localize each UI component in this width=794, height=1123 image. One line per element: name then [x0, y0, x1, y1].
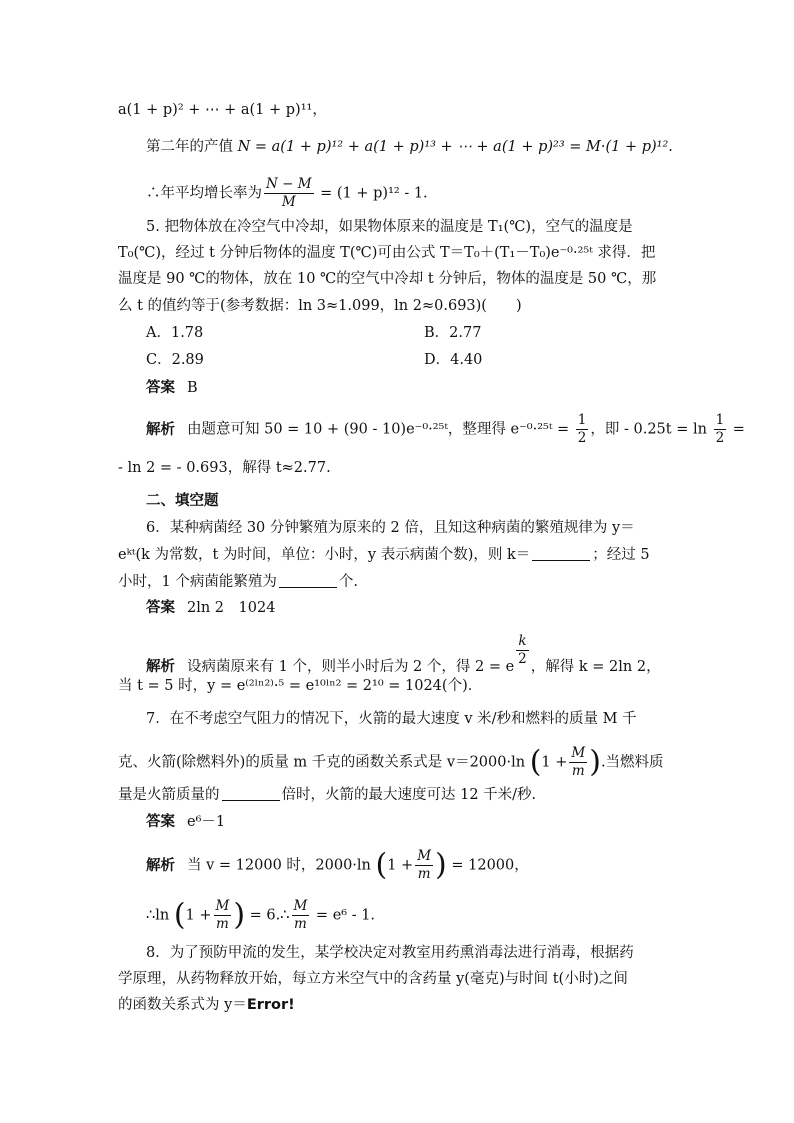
fraction-denominator: 2 — [577, 430, 587, 446]
answer-value: 2ln 2 1024 — [187, 600, 276, 616]
fraction-exponent — [516, 633, 529, 668]
answer-label: 答案 — [146, 600, 175, 616]
question-8-line — [118, 995, 295, 1015]
analysis-line — [118, 458, 331, 478]
answer-line — [146, 598, 275, 618]
question-7-line — [146, 709, 637, 729]
fill-blank — [532, 546, 590, 561]
fraction-denominator: m — [294, 916, 307, 932]
text-span: = 12000， — [446, 857, 529, 874]
option-b: B．2.77 — [424, 325, 482, 341]
option-c: C．2.89 — [146, 352, 204, 368]
text-span: 个. — [338, 574, 358, 590]
fraction-numerator: k — [516, 633, 529, 651]
left-paren: ( — [529, 744, 542, 780]
question-7-line — [118, 785, 536, 805]
section-heading — [146, 491, 219, 511]
fill-blank — [279, 573, 337, 588]
answer-label: 答案 — [146, 814, 175, 830]
fraction-numerator: 1 — [715, 412, 725, 428]
answer-label: 答案 — [146, 380, 175, 396]
left-paren: ( — [375, 847, 388, 883]
answer-line — [146, 812, 225, 832]
fraction — [576, 412, 589, 447]
fraction-numerator: M — [417, 848, 432, 864]
fill-blank — [222, 786, 280, 801]
fraction — [569, 745, 587, 780]
left-paren: ( — [173, 897, 186, 933]
option-a: A．1.78 — [146, 325, 204, 341]
text-line — [146, 137, 673, 157]
text-span: 克、火箭(除燃料外)的质量 m 千克的函数关系式是 v＝2000·ln — [118, 754, 530, 771]
formula-text: a(1 + p)² + ⋯ + a(1 + p)¹¹， — [118, 102, 327, 118]
analysis-label: 解析 — [146, 421, 175, 438]
text-span: 1 + — [387, 857, 414, 874]
fraction-numerator: M — [293, 898, 308, 914]
answer-value: e⁶－1 — [187, 814, 226, 830]
text-span: - ln 2 = - 0.693，解得 t≈2.77. — [118, 460, 331, 476]
text-span: 5. 把物体放在冷空气中冷却，如果物体原来的温度是 T₁(℃)，空气的温度是 — [146, 219, 633, 235]
text-span: 1 + — [541, 754, 568, 771]
text-span: 量是火箭质量的 — [118, 787, 220, 803]
text-span: 由题意可知 50 = 10 + (90 - 10)e⁻⁰·²⁵ᵗ，整理得 e⁻⁰·²⁵ᵗ = — [187, 421, 574, 438]
text-span: T₀(℃)，经过 t 分钟后物体的温度 T(℃)可由公式 T＝T₀＋(T₁－T₀)e⁻⁰·²⁵ᵗ 求得．把 — [118, 245, 656, 261]
answer-value: B — [187, 380, 198, 396]
fraction — [415, 848, 433, 883]
fraction-denominator: M — [281, 194, 296, 210]
text-span: .当燃料质 — [600, 754, 664, 771]
text-span: 当 v = 12000 时，2000·ln — [187, 857, 376, 874]
right-paren: ) — [589, 744, 601, 780]
fraction — [214, 898, 232, 933]
text-span: ，解得 k = 2ln 2， — [530, 659, 661, 675]
question-8-line — [146, 943, 634, 963]
text-span: 的函数关系式为 y＝ — [118, 997, 247, 1013]
fraction — [714, 412, 727, 447]
text-line — [146, 176, 428, 211]
text-span: ；经过 5 — [592, 547, 650, 563]
analysis-label: 解析 — [146, 659, 175, 675]
analysis-line — [146, 848, 529, 883]
fraction — [292, 898, 310, 933]
option-d: D．4.40 — [424, 352, 483, 368]
right-paren: ) — [435, 847, 447, 883]
text-span: 温度是 90 ℃的物体，放在 10 ℃的空气中冷却 t 分钟后，物体的温度是 50 ℃，那 — [118, 271, 657, 287]
fraction-denominator: m — [216, 916, 229, 932]
section-title: 二、填空题 — [146, 493, 219, 509]
analysis-line — [118, 676, 482, 696]
text-span: 当 t = 5 时，y = e⁽²ˡⁿ²⁾·⁵ = e¹⁰ˡⁿ² = 2¹⁰ = 1024(个)． — [118, 678, 483, 694]
question-5-line — [118, 269, 656, 289]
fraction-numerator: 1 — [577, 412, 587, 428]
analysis-line — [146, 412, 745, 447]
fraction-numerator: N − M — [266, 176, 312, 192]
text-span: 第二年的产值 — [146, 139, 238, 155]
answer-line — [146, 378, 198, 398]
fraction-denominator: 2 — [518, 651, 527, 667]
question-6-line — [118, 545, 650, 565]
analysis-line — [146, 898, 375, 933]
question-5-line — [118, 296, 522, 316]
fraction-denominator: m — [417, 866, 431, 882]
text-span: 小时，1 个病菌能繁殖为 — [118, 574, 277, 590]
question-7-line — [118, 745, 664, 780]
error-text: Error! — [246, 997, 295, 1013]
text-span: ，即 - 0.25t = ln — [590, 421, 712, 438]
formula-text: N = a(1 + p)¹² + a(1 + p)¹³ + ⋯ + a(1 + p)²³ = M·(1 + p)¹². — [237, 139, 673, 155]
text-span: eᵏᵗ(k 为常数，t 为时间，单位：小时，y 表示病菌个数)，则 k＝ — [118, 547, 531, 563]
formula-text: = (1 + p)¹² - 1. — [315, 185, 428, 202]
text-span: 8．为了预防甲流的发生，某学校决定对教室用药熏消毒法进行消毒，根据药 — [146, 945, 634, 961]
text-span: = — [728, 421, 745, 438]
text-span: ∴年平均增长率为 — [146, 185, 262, 202]
right-paren: ) — [233, 897, 246, 933]
text-span: 设病菌原来有 1 个，则半小时后为 2 个，得 2 = e — [187, 659, 515, 675]
fraction-denominator: m — [571, 763, 585, 779]
question-8-line — [118, 969, 628, 989]
question-6-line — [146, 518, 635, 538]
analysis-label: 解析 — [146, 857, 175, 874]
text-span: 1 + — [185, 907, 212, 924]
text-line — [118, 100, 327, 120]
fraction-numerator: M — [571, 745, 586, 761]
fraction — [264, 176, 314, 211]
text-span: ∴ln — [146, 907, 174, 924]
fraction-numerator: M — [215, 898, 230, 914]
question-5-line — [118, 243, 655, 263]
text-span: 6．某种病菌经 30 分钟繁殖为原来的 2 倍，且知这种病菌的繁殖规律为 y＝ — [146, 520, 635, 536]
fraction-denominator: 2 — [715, 430, 725, 446]
text-span: 学原理，从药物释放开始，每立方米空气中的含药量 y(毫克)与时间 t(小时)之间 — [118, 971, 628, 987]
text-span: = e⁶ - 1. — [311, 907, 376, 924]
text-span: 7．在不考虑空气阻力的情况下，火箭的最大速度 v 米/秒和燃料的质量 M 千 — [146, 711, 637, 727]
analysis-line — [146, 633, 661, 677]
text-span: 么 t 的值约等于(参考数据：ln 3≈1.099，ln 2≈0.693)( ) — [118, 298, 522, 314]
question-6-line — [118, 572, 358, 592]
question-5-line — [146, 217, 633, 237]
text-span: 倍时，火箭的最大速度可达 12 千米/秒. — [281, 787, 537, 803]
text-span: = 6.∴ — [245, 907, 290, 924]
